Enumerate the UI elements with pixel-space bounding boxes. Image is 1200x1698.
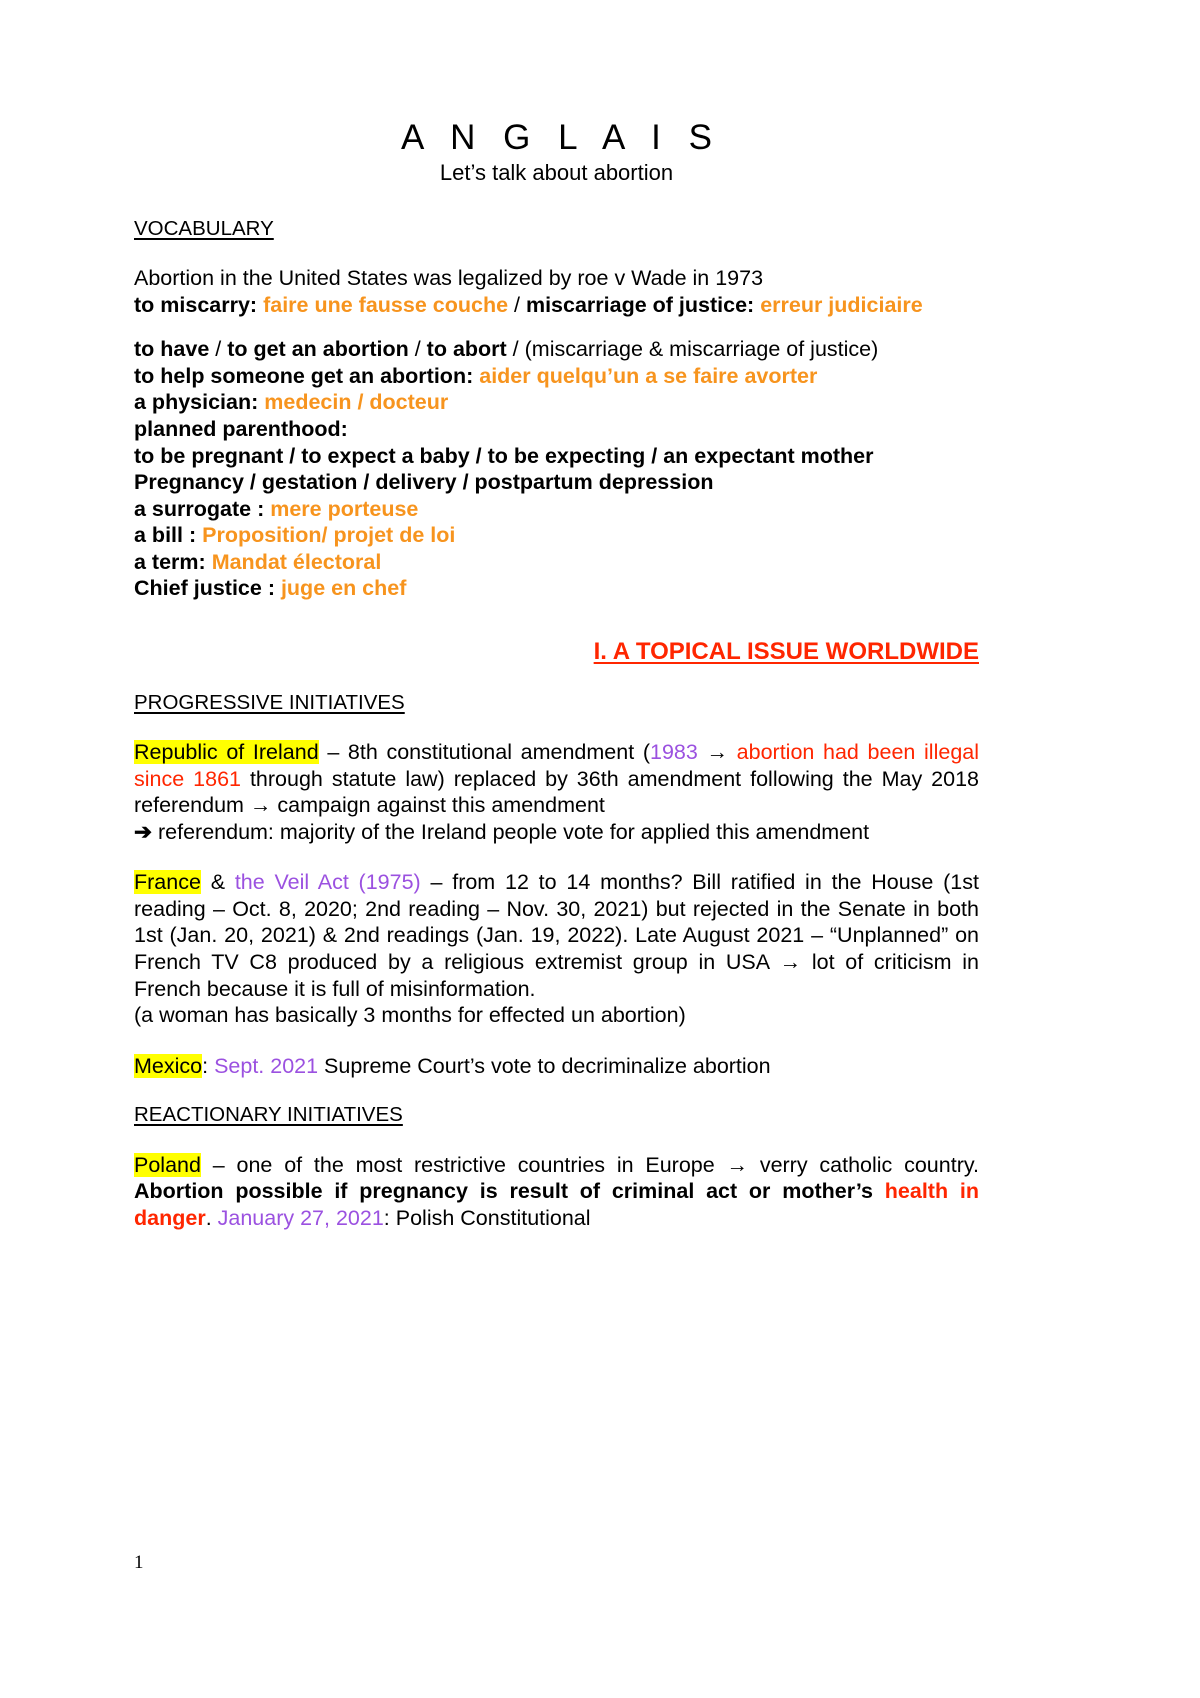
ireland-text-3: campaign against this amendment bbox=[277, 793, 605, 818]
poland-text-3: . bbox=[205, 1205, 218, 1230]
poland-health-in-danger: health in danger bbox=[134, 1179, 979, 1230]
vocab-entry-physician bbox=[134, 389, 979, 416]
translation-faire-une-fausse-couche: faire une fausse couche bbox=[263, 292, 509, 317]
arrow-right-bold-icon: ➔ bbox=[134, 819, 153, 844]
france-text-3: lot of criticism in French because it is full of misinformation. bbox=[134, 950, 979, 1001]
term-miscarriage-of-justice: miscarriage of justice bbox=[525, 292, 748, 317]
colon: : bbox=[249, 292, 258, 317]
vocab-entry-miscarry bbox=[134, 292, 979, 319]
paragraph-poland bbox=[134, 1152, 979, 1232]
paragraph-france bbox=[134, 869, 979, 1002]
arrow-icon: → bbox=[243, 793, 278, 818]
separator-slash: / bbox=[508, 292, 526, 317]
ireland-text-1: – 8th constitutional amendment ( bbox=[318, 740, 650, 765]
paragraph-mexico bbox=[134, 1053, 979, 1080]
colon: : bbox=[251, 496, 271, 521]
france-note-text: (a woman has basically 3 months for effected un abortion) bbox=[134, 1003, 686, 1028]
country-label-ireland: Republic of Ireland bbox=[134, 740, 319, 765]
vocab-entry-have-abortion: to have / to get an abortion / to abort / (miscarriage & miscarriage of justice) bbox=[134, 337, 879, 362]
arrow-icon: → bbox=[768, 950, 812, 975]
translation-medecin-docteur: medecin / docteur bbox=[264, 390, 449, 415]
ireland-red-text: abortion had been illegal since 1861 bbox=[134, 740, 980, 791]
ireland-text-2: through statute law) replaced by 36th amendment following the May 2018 referendum bbox=[134, 766, 979, 818]
section-heading-topical-issue: I. A TOPICAL ISSUE WORLDWIDE bbox=[593, 637, 979, 665]
vocab-entry-term bbox=[134, 549, 979, 576]
translation-mere-porteuse: mere porteuse bbox=[270, 496, 419, 521]
colon: : bbox=[340, 416, 348, 441]
france-text-1: & bbox=[200, 870, 235, 895]
vocabulary-heading: VOCABULARY bbox=[134, 216, 274, 240]
poland-text-2: verry catholic country. bbox=[759, 1152, 979, 1177]
page-title: A N G L A I S bbox=[401, 118, 721, 157]
term-chief-justice: Chief justice bbox=[134, 576, 262, 601]
vocab-entry-bill bbox=[134, 522, 979, 549]
paragraph-ireland-referendum bbox=[134, 819, 979, 846]
france-text-2: – from 12 to 14 months? Bill ratified in the House (1st reading – Oct. 8, 2020; 2nd reading – Nov. 30, 2021) but rejected in the Senate in both 1st (Jan. 20, 2021) & 2nd readings (Jan. 19, 2022). Late August 2021 – “Unplanned” on French TV C8 produced by a religious extremist group in USA bbox=[134, 870, 979, 975]
term-to-get-an-abortion: to get an abortion bbox=[227, 337, 409, 362]
translation-juge-en-chef: juge en chef bbox=[280, 576, 407, 601]
paragraph-ireland bbox=[134, 739, 979, 819]
vocab-entry-surrogate bbox=[134, 496, 979, 523]
page-subtitle: Let’s talk about abortion bbox=[439, 160, 674, 186]
translation-aider-quelquun-a-se-faire-avorter: aider quelqu’un a se faire avorter bbox=[479, 363, 818, 388]
ireland-year-1983: 1983 bbox=[649, 740, 698, 765]
france-veil-act: the Veil Act (1975) bbox=[234, 870, 421, 895]
translation-erreur-judiciaire: erreur judiciaire bbox=[760, 292, 923, 317]
paragraph-france-note bbox=[134, 1002, 979, 1029]
country-label-mexico: Mexico bbox=[134, 1053, 203, 1078]
term-a-surrogate: a surrogate bbox=[134, 496, 252, 521]
colon: : bbox=[466, 363, 474, 388]
subsection-progressive-initiatives: PROGRESSIVE INITIATIVES bbox=[134, 690, 405, 714]
term-to-have: to have bbox=[134, 337, 210, 362]
poland-bold-text: Abortion possible if pregnancy is result of criminal act or mother’s bbox=[134, 1179, 885, 1204]
document-content bbox=[134, 118, 979, 1231]
country-label-poland: Poland bbox=[134, 1152, 201, 1177]
term-to-help-someone-get-an-abortion: to help someone get an abortion bbox=[134, 363, 467, 388]
term-a-term: a term: bbox=[134, 549, 206, 574]
term-a-bill: a bill : bbox=[134, 523, 197, 548]
subsection-reactionary-initiatives: REACTIONARY INITIATIVES bbox=[134, 1103, 403, 1127]
term-planned-parenthood: planned parenthood bbox=[134, 416, 341, 441]
term-to-abort: to abort bbox=[426, 337, 507, 362]
translation-mandat-electoral: Mandat électoral bbox=[211, 549, 382, 574]
arrow-icon: → bbox=[714, 1152, 760, 1177]
country-label-france: France bbox=[134, 870, 201, 895]
vocab-entry-pregnant bbox=[134, 443, 979, 470]
abort-note: (miscarriage & miscarriage of justice) bbox=[524, 337, 879, 362]
vocabulary-intro-text: Abortion in the United States was legalized by roe v Wade in 1973 bbox=[134, 266, 764, 291]
poland-text-1: – one of the most restrictive countries in Europe bbox=[200, 1152, 715, 1177]
mexico-text-2: Supreme Court’s vote to decriminalize abortion bbox=[318, 1053, 771, 1078]
term-to-miscarry: to miscarry bbox=[134, 292, 250, 317]
mexico-text-1: : bbox=[202, 1053, 215, 1078]
arrow-icon: → bbox=[697, 740, 737, 765]
vocab-entry-planned-parenthood bbox=[134, 416, 979, 443]
mexico-date: Sept. 2021 bbox=[214, 1053, 319, 1078]
vocab-entry-help-someone bbox=[134, 363, 979, 390]
vocab-entry-pregnancy bbox=[134, 469, 979, 496]
colon: : bbox=[747, 292, 755, 317]
ireland-text-4: referendum: majority of the Ireland people vote for applied this amendment bbox=[152, 819, 870, 844]
translation-proposition-projet-de-loi: Proposition/ projet de loi bbox=[202, 523, 456, 548]
term-pregnant-line: to be pregnant / to expect a baby / to be expecting / an expectant mother bbox=[134, 443, 874, 468]
vocab-entry-chief-justice bbox=[134, 575, 979, 602]
page-number: 1 bbox=[134, 1552, 144, 1573]
term-a-physician: a physician: bbox=[134, 390, 259, 415]
poland-date: January 27, 2021 bbox=[217, 1205, 384, 1230]
vocabulary-intro bbox=[134, 265, 979, 292]
colon: : bbox=[261, 576, 281, 601]
term-pregnancy-line: Pregnancy / gestation / delivery / postpartum depression bbox=[134, 470, 714, 495]
poland-text-4: : Polish Constitutional bbox=[383, 1205, 591, 1230]
